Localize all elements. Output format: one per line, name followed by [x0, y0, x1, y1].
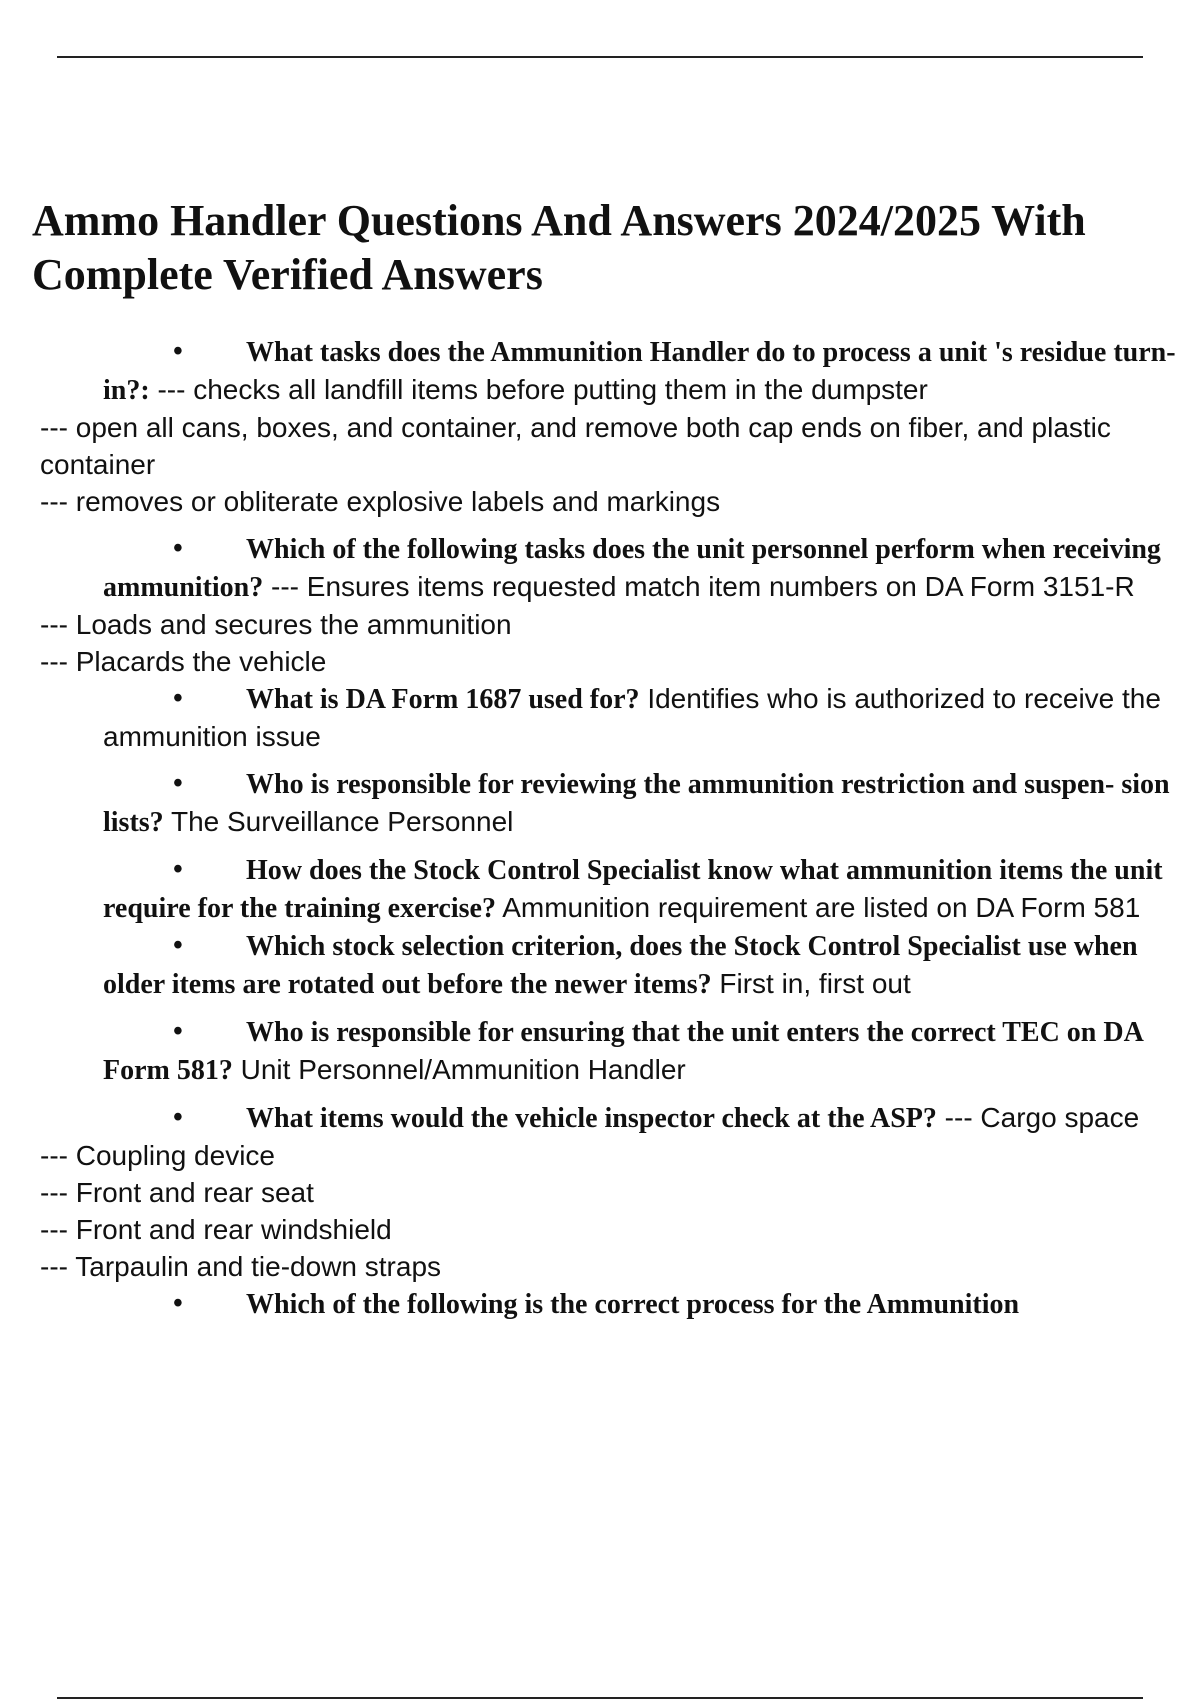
answer-text: First in, first out: [719, 968, 911, 999]
question-text: What tasks does the Ammunition Handler do to process a unit 's residue turn-in?:: [103, 337, 1176, 406]
answer-text: Identifies who is authorized to receive the ammunition issue: [103, 683, 1161, 752]
answer-continuation: --- Tarpaulin and tie-down straps: [40, 1251, 442, 1282]
bullet-icon: •: [173, 683, 183, 714]
qa-item: [103, 680, 1188, 755]
bullet-icon: •: [173, 1102, 183, 1133]
bullet-icon: •: [173, 1016, 183, 1047]
answer-continuation: --- Loads and secures the ammunition: [40, 609, 512, 640]
bullet-icon: •: [173, 336, 183, 367]
bottom-rule: [57, 1697, 1143, 1699]
answer-continuation: --- Front and rear seat: [40, 1177, 314, 1208]
qa-list: [0, 333, 1200, 1323]
document-title: Ammo Handler Questions And Answers 2024/2025 With Complete Verified Answers: [32, 196, 1086, 299]
bullet-icon: •: [173, 930, 183, 961]
answer-text: Ammunition requirement are listed on DA Form 581: [502, 892, 1141, 923]
answer-continuation: --- open all cans, boxes, and container, and remove both cap ends on fiber, and plastic container: [40, 412, 1111, 480]
question-text: Who is responsible for reviewing the ammunition restriction and suspen- sion lists?: [103, 769, 1170, 838]
bullet-icon: •: [173, 533, 183, 564]
qa-item: [103, 1285, 1188, 1323]
bullet-icon: •: [173, 768, 183, 799]
question-text: Who is responsible for ensuring that the unit enters the correct TEC on DA Form 581?: [103, 1017, 1143, 1086]
qa-item: [103, 1013, 1188, 1089]
top-rule: [57, 56, 1143, 58]
qa-item: [103, 851, 1188, 927]
answer-text: --- Cargo space: [944, 1102, 1140, 1133]
question-text: Which of the following tasks does the unit personnel perform when receiving ammunition?: [103, 534, 1161, 603]
qa-item: [103, 765, 1188, 841]
qa-item: [103, 530, 1188, 606]
answer-continuation: --- removes or obliterate explosive labels and markings: [40, 486, 721, 517]
qa-item: [103, 1099, 1188, 1137]
answer-continuation: --- Front and rear windshield: [40, 1214, 392, 1245]
question-text: How does the Stock Control Specialist know what ammunition items the unit require for the training exercise?: [103, 855, 1163, 924]
bullet-icon: •: [173, 1288, 183, 1319]
answer-text: Unit Personnel/Ammunition Handler: [240, 1054, 686, 1085]
question-text: Which stock selection criterion, does the Stock Control Specialist use when older items are rotated out before the newer items?: [103, 931, 1138, 1000]
answer-text: --- checks all landfill items before putting them in the dumpster: [157, 374, 928, 405]
qa-item: [103, 927, 1188, 1003]
question-text: What is DA Form 1687 used for?: [246, 684, 640, 715]
question-text: Which of the following is the correct process for the Ammunition: [246, 1289, 1020, 1320]
answer-text: The Surveillance Personnel: [170, 806, 514, 837]
question-text: What items would the vehicle inspector check at the ASP?: [246, 1103, 937, 1134]
bullet-icon: •: [173, 854, 183, 885]
answer-continuation: --- Placards the vehicle: [40, 646, 327, 677]
answer-continuation: --- Coupling device: [40, 1140, 275, 1171]
answer-text: --- Ensures items requested match item numbers on DA Form 3151-R: [271, 571, 1135, 602]
qa-item: [103, 333, 1188, 409]
